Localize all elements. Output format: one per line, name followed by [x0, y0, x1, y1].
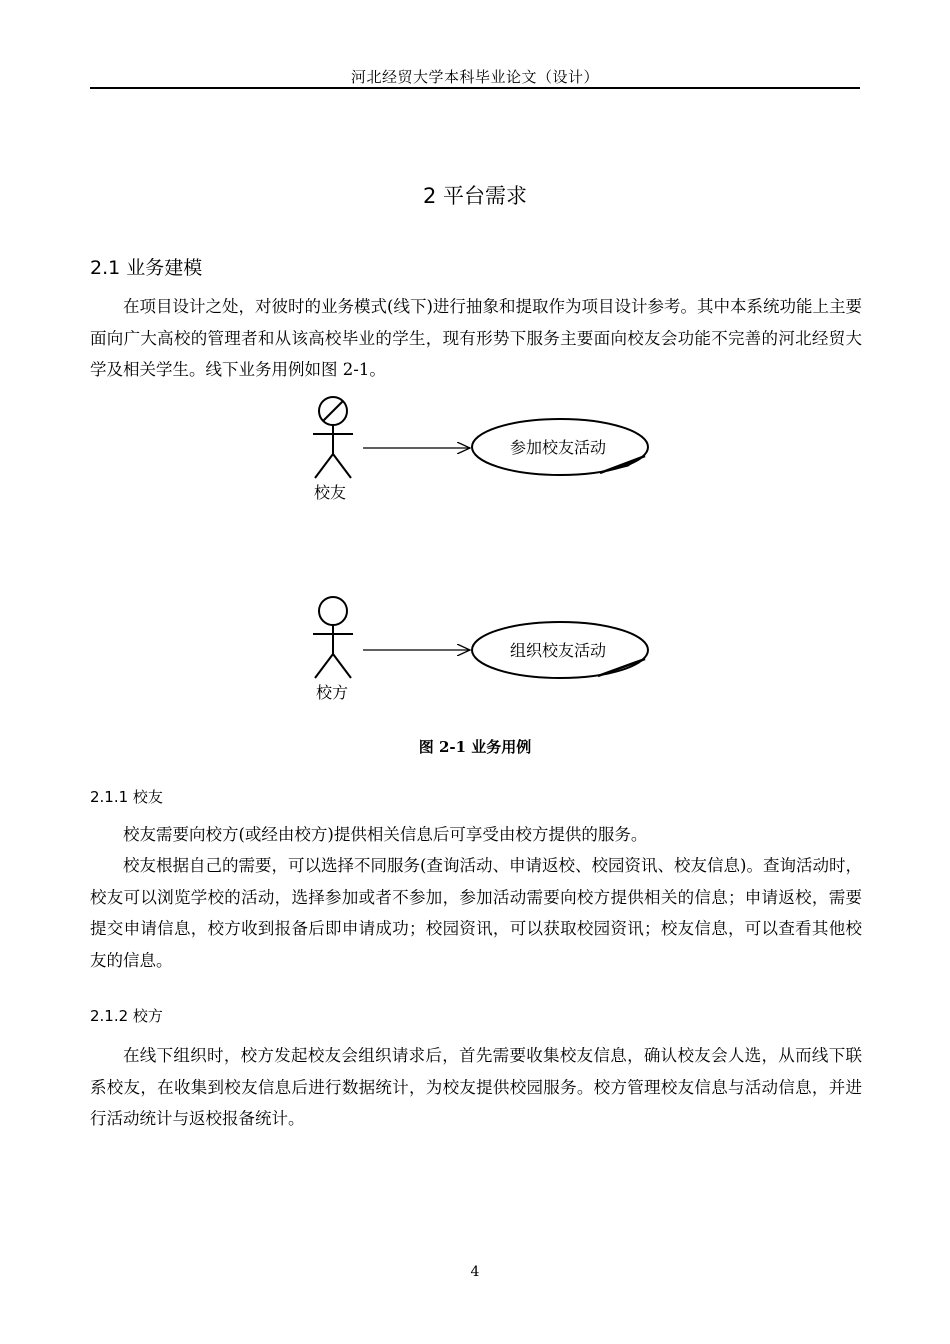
actor-alumni-label: 校友 — [313, 483, 347, 502]
section-heading-2-1: 2.1 业务建模 — [90, 257, 203, 279]
use-case-organize-activity — [472, 622, 648, 678]
figure-caption: 图 2-1 业务用例 — [418, 738, 532, 756]
section-heading-2-1-1: 2.1.1 校友 — [90, 788, 163, 806]
use-case-diagram — [0, 390, 950, 720]
actor-school-label: 校方 — [315, 683, 349, 702]
header-rule — [90, 87, 860, 89]
actor-school-icon — [313, 597, 353, 678]
section-2-1-1-paragraph-2: 校友根据自己的需要，可以选择不同服务(查询活动、申请返校、校园资讯、校友信息)。查询活动时，校友可以浏览学校的活动，选择参加或者不参加，参加活动需要向校方提供相关的信息；申请返校，需要提交申请信息，校方收到报备后即申请成功；校园资讯，可以获取校园资讯；校友信息，可以查看其他校友的信息。 — [90, 856, 862, 970]
use-case-join-activity — [472, 419, 648, 475]
use-case-organize-activity-label: 组织校友活动 — [509, 641, 607, 660]
section-2-1-2-paragraph: 在线下组织时，校方发起校友会组织请求后，首先需要收集校友信息，确认校友会人选，从而线下联系校友，在收集到校友信息后进行数据统计，为校友提供校园服务。校方管理校友信息与活动信息，并进行活动统计与返校报备统计。 — [90, 1046, 862, 1128]
page-number: 4 — [470, 1264, 480, 1280]
chapter-title: 2 平台需求 — [422, 184, 528, 208]
use-case-join-activity-label: 参加校友活动 — [509, 438, 607, 457]
section-heading-2-1-2: 2.1.2 校方 — [90, 1007, 163, 1025]
running-header: 河北经贸大学本科毕业论文（设计） — [350, 68, 599, 86]
actor-alumni-icon — [313, 397, 353, 478]
section-2-1-1-paragraph-1: 校友需要向校方(或经由校方)提供相关信息后可享受由校方提供的服务。 — [123, 825, 648, 844]
section-2-1-paragraph: 在项目设计之处，对彼时的业务模式(线下)进行抽象和提取作为项目设计参考。其中本系统功能上主要面向广大高校的管理者和从该高校毕业的学生，现有形势下服务主要面向校友会功能不完善的河北经贸大学及相关学生。线下业务用例如图 2-1。 — [90, 297, 862, 379]
